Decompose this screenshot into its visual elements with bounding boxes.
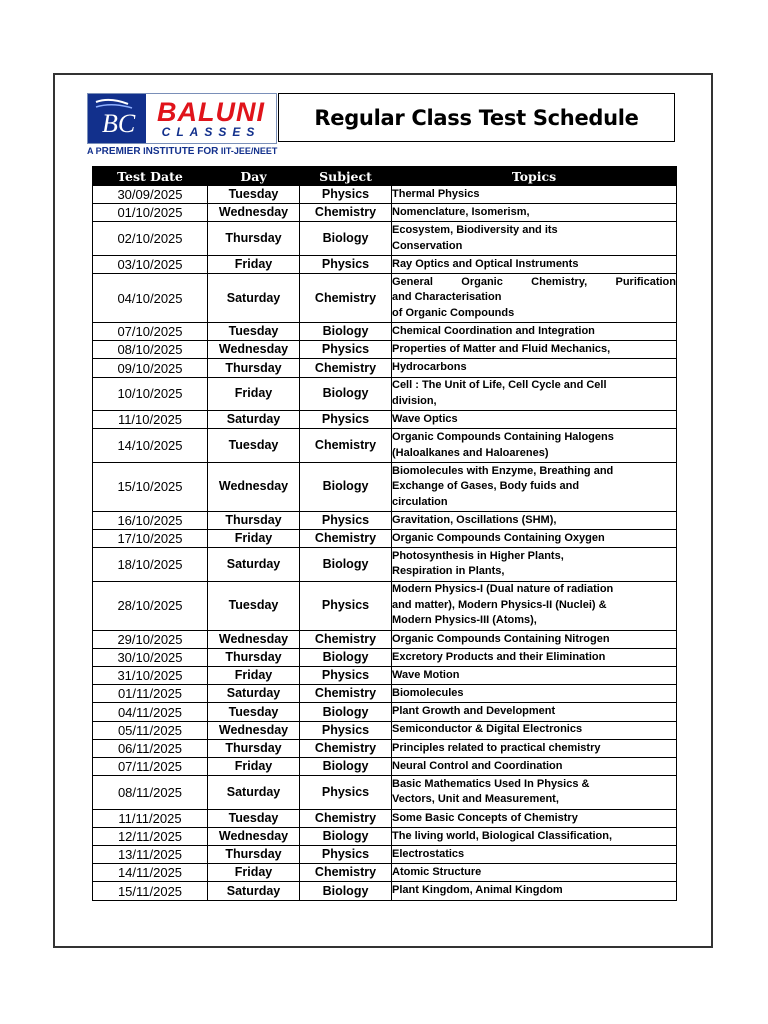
cell-test-date: 04/10/2025 [93, 274, 208, 323]
cell-subject: Physics [300, 511, 392, 529]
topic-line: Wave Motion [392, 668, 460, 681]
cell-subject: Biology [300, 758, 392, 776]
table-row [93, 462, 677, 511]
cell-subject: Physics [300, 186, 392, 204]
cell-subject: Physics [300, 411, 392, 429]
table-row [93, 630, 677, 648]
cell-test-date: 02/10/2025 [93, 222, 208, 256]
cell-topics [392, 359, 677, 377]
cell-subject: Biology [300, 648, 392, 666]
cell-test-date: 12/11/2025 [93, 827, 208, 845]
cell-subject: Chemistry [300, 530, 392, 548]
cell-day: Tuesday [208, 809, 300, 827]
topic-line: Chemical Coordination and Integration [392, 324, 595, 337]
header-test-date: Test Date [93, 167, 208, 186]
cell-topics [392, 648, 677, 666]
cell-day: Friday [208, 758, 300, 776]
topic-line: Electrostatics [392, 847, 465, 860]
table-row [93, 827, 677, 845]
cell-subject: Biology [300, 222, 392, 256]
table-row [93, 685, 677, 703]
cell-topics [392, 758, 677, 776]
cell-topics [392, 530, 677, 548]
cell-day: Wednesday [208, 721, 300, 739]
cell-day: Wednesday [208, 204, 300, 222]
cell-topics [392, 186, 677, 204]
cell-test-date: 29/10/2025 [93, 630, 208, 648]
topic-line: Properties of Matter and Fluid Mechanics, [392, 343, 611, 356]
topic-line: Thermal Physics [392, 187, 480, 200]
schedule-table [92, 166, 677, 901]
topic-line: Modern Physics-III (Atoms), [392, 614, 537, 627]
cell-test-date: 31/10/2025 [93, 667, 208, 685]
cell-test-date: 08/11/2025 [93, 776, 208, 810]
cell-topics [392, 204, 677, 222]
topic-line: Respiration in Plants, [392, 565, 505, 578]
cell-day: Thursday [208, 511, 300, 529]
cell-topics [392, 685, 677, 703]
table-row [93, 721, 677, 739]
cell-test-date: 15/11/2025 [93, 882, 208, 900]
cell-topics [392, 222, 677, 256]
table-row [93, 667, 677, 685]
cell-topics [392, 274, 677, 323]
cell-day: Saturday [208, 548, 300, 582]
topic-line: Modern Physics-I (Dual nature of radiation [392, 583, 614, 596]
cell-topics [392, 429, 677, 463]
table-row [93, 323, 677, 341]
cell-day: Friday [208, 667, 300, 685]
cell-topics [392, 809, 677, 827]
topic-line: Excretory Products and their Elimination [392, 650, 606, 663]
table-row [93, 186, 677, 204]
topic-line: Hydrocarbons [392, 361, 467, 374]
table-row [93, 255, 677, 273]
cell-topics [392, 581, 677, 630]
cell-subject: Physics [300, 776, 392, 810]
cell-subject: Biology [300, 703, 392, 721]
cell-day: Tuesday [208, 186, 300, 204]
topic-line: Biomolecules with Enzyme, Breathing and [392, 464, 614, 477]
logo-brand: BALUNI [157, 96, 265, 127]
topic-line: Principles related to practical chemistry [392, 741, 601, 754]
cell-subject: Chemistry [300, 809, 392, 827]
cell-topics [392, 667, 677, 685]
topic-line: Basic Mathematics Used In Physics & [392, 777, 590, 790]
cell-topics [392, 864, 677, 882]
cell-test-date: 16/10/2025 [93, 511, 208, 529]
title-box [278, 93, 675, 142]
cell-subject: Biology [300, 827, 392, 845]
table-row [93, 377, 677, 411]
topic-line: of Organic Compounds [392, 306, 515, 319]
table-row [93, 864, 677, 882]
page-title: Regular Class Test Schedule [314, 105, 639, 130]
topic-line: and Characterisation [392, 291, 502, 304]
cell-day: Saturday [208, 685, 300, 703]
cell-day: Friday [208, 864, 300, 882]
cell-day: Thursday [208, 739, 300, 757]
cell-topics [392, 703, 677, 721]
table-row [93, 739, 677, 757]
cell-test-date: 28/10/2025 [93, 581, 208, 630]
table-row [93, 703, 677, 721]
cell-subject: Chemistry [300, 685, 392, 703]
cell-topics [392, 776, 677, 810]
topic-line: Neural Control and Coordination [392, 759, 563, 772]
topic-line: General Organic Chemistry, Purification [392, 275, 676, 288]
topic-line: Organic Compounds Containing Nitrogen [392, 632, 610, 645]
topic-line: Exchange of Gases, Body fuids and [392, 480, 580, 493]
header-topics: Topics [392, 167, 677, 186]
cell-test-date: 08/10/2025 [93, 341, 208, 359]
topic-line: Some Basic Concepts of Chemistry [392, 811, 578, 824]
cell-test-date: 06/11/2025 [93, 739, 208, 757]
cell-topics [392, 462, 677, 511]
cell-topics [392, 323, 677, 341]
cell-day: Tuesday [208, 581, 300, 630]
cell-test-date: 14/11/2025 [93, 864, 208, 882]
cell-day: Thursday [208, 648, 300, 666]
cell-topics [392, 739, 677, 757]
cell-test-date: 05/11/2025 [93, 721, 208, 739]
cell-subject: Chemistry [300, 630, 392, 648]
topic-line: Nomenclature, Isomerism, [392, 206, 530, 219]
cell-topics [392, 411, 677, 429]
cell-subject: Chemistry [300, 429, 392, 463]
cell-test-date: 14/10/2025 [93, 429, 208, 463]
table-row [93, 341, 677, 359]
topic-line: The living world, Biological Classification, [392, 829, 613, 842]
cell-day: Saturday [208, 274, 300, 323]
cell-subject: Biology [300, 323, 392, 341]
cell-test-date: 01/11/2025 [93, 685, 208, 703]
cell-day: Saturday [208, 882, 300, 900]
table-body [93, 186, 677, 901]
cell-topics [392, 827, 677, 845]
monogram-text: BC [102, 109, 136, 138]
cell-day: Friday [208, 377, 300, 411]
topic-line: Conservation [392, 239, 463, 252]
cell-day: Saturday [208, 411, 300, 429]
cell-test-date: 10/10/2025 [93, 377, 208, 411]
cell-subject: Biology [300, 462, 392, 511]
cell-test-date: 17/10/2025 [93, 530, 208, 548]
cell-day: Tuesday [208, 429, 300, 463]
table-row [93, 846, 677, 864]
cell-topics [392, 721, 677, 739]
topic-line: (Haloalkanes and Haloarenes) [392, 446, 549, 459]
table-row [93, 648, 677, 666]
table-row [93, 882, 677, 900]
table-header-row [93, 167, 677, 186]
baluni-logo [87, 93, 277, 144]
cell-subject: Physics [300, 581, 392, 630]
table-row [93, 581, 677, 630]
cell-day: Tuesday [208, 323, 300, 341]
table-row [93, 411, 677, 429]
table-row [93, 548, 677, 582]
cell-topics [392, 846, 677, 864]
cell-day: Wednesday [208, 341, 300, 359]
cell-subject: Physics [300, 721, 392, 739]
cell-topics [392, 377, 677, 411]
table-row [93, 274, 677, 323]
topic-line: Gravitation, Oscillations (SHM), [392, 513, 557, 526]
cell-test-date: 18/10/2025 [93, 548, 208, 582]
cell-topics [392, 341, 677, 359]
cell-topics [392, 548, 677, 582]
table-row [93, 776, 677, 810]
topic-line: Atomic Structure [392, 866, 482, 879]
cell-day: Wednesday [208, 827, 300, 845]
cell-subject: Chemistry [300, 739, 392, 757]
table-row [93, 758, 677, 776]
topic-line: Cell : The Unit of Life, Cell Cycle and Cell [392, 379, 607, 392]
cell-day: Wednesday [208, 462, 300, 511]
cell-subject: Biology [300, 377, 392, 411]
table-row [93, 222, 677, 256]
topic-line: division, [392, 394, 437, 407]
topic-line: Photosynthesis in Higher Plants, [392, 549, 564, 562]
cell-test-date: 09/10/2025 [93, 359, 208, 377]
cell-test-date: 07/11/2025 [93, 758, 208, 776]
cell-test-date: 30/09/2025 [93, 186, 208, 204]
topic-line: Organic Compounds Containing Halogens [392, 431, 614, 444]
cell-subject: Chemistry [300, 204, 392, 222]
cell-subject: Physics [300, 255, 392, 273]
cell-subject: Biology [300, 882, 392, 900]
cell-test-date: 13/11/2025 [93, 846, 208, 864]
topic-line: Plant Growth and Development [392, 705, 556, 718]
logo-wordmark [146, 94, 276, 143]
topic-line: and matter), Modern Physics-II (Nuclei) & [392, 598, 607, 611]
bc-monogram-icon [88, 94, 146, 143]
cell-subject: Physics [300, 667, 392, 685]
cell-subject: Physics [300, 846, 392, 864]
cell-day: Tuesday [208, 703, 300, 721]
cell-subject: Chemistry [300, 864, 392, 882]
cell-subject: Physics [300, 341, 392, 359]
table-row [93, 359, 677, 377]
cell-test-date: 01/10/2025 [93, 204, 208, 222]
topic-line: Ray Optics and Optical Instruments [392, 257, 579, 270]
tagline: A PREMIER INSTITUTE FOR IIT-JEE/NEET [87, 146, 278, 157]
table-row [93, 204, 677, 222]
cell-day: Thursday [208, 359, 300, 377]
cell-day: Thursday [208, 222, 300, 256]
topic-line: Biomolecules [392, 687, 464, 700]
header-subject: Subject [300, 167, 392, 186]
cell-topics [392, 630, 677, 648]
topic-line: Wave Optics [392, 412, 458, 425]
cell-test-date: 07/10/2025 [93, 323, 208, 341]
table-row [93, 511, 677, 529]
topic-line: circulation [392, 495, 448, 508]
cell-test-date: 03/10/2025 [93, 255, 208, 273]
cell-day: Friday [208, 530, 300, 548]
cell-subject: Biology [300, 548, 392, 582]
cell-day: Friday [208, 255, 300, 273]
table-row [93, 809, 677, 827]
cell-day: Saturday [208, 776, 300, 810]
cell-test-date: 15/10/2025 [93, 462, 208, 511]
cell-day: Thursday [208, 846, 300, 864]
logo-subtitle: CLASSES [161, 124, 261, 139]
cell-test-date: 11/10/2025 [93, 411, 208, 429]
cell-test-date: 11/11/2025 [93, 809, 208, 827]
topic-line: Plant Kingdom, Animal Kingdom [392, 884, 563, 897]
cell-test-date: 30/10/2025 [93, 648, 208, 666]
header-day: Day [208, 167, 300, 186]
cell-subject: Chemistry [300, 359, 392, 377]
cell-test-date: 04/11/2025 [93, 703, 208, 721]
cell-subject: Chemistry [300, 274, 392, 323]
topic-line: Semiconductor & Digital Electronics [392, 723, 583, 736]
table-row [93, 429, 677, 463]
cell-day: Wednesday [208, 630, 300, 648]
cell-topics [392, 255, 677, 273]
topic-line: Ecosystem, Biodiversity and its [392, 224, 558, 237]
cell-topics [392, 882, 677, 900]
table-row [93, 530, 677, 548]
topic-line: Vectors, Unit and Measurement, [392, 793, 559, 806]
topic-line: Organic Compounds Containing Oxygen [392, 531, 605, 544]
cell-topics [392, 511, 677, 529]
